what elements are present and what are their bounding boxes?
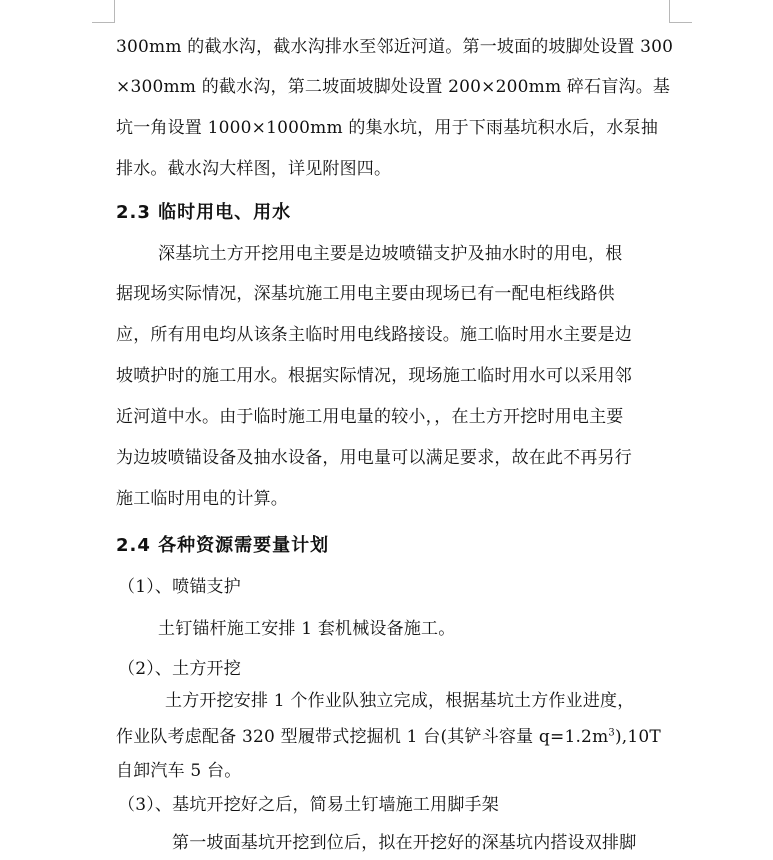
- section-heading-2-3: 2.3 临时用电、用水: [116, 202, 292, 223]
- text-segment: ),10T: [614, 727, 661, 747]
- list-item-text: 土方开挖安排 1 个作业队独立完成，根据基坑土方作业进度，: [165, 691, 635, 711]
- text-segment: 作业队考虑配备 320 型履带式挖掘机 1 台(其铲斗容量 q=1.2m: [116, 727, 609, 747]
- paragraph-line: 据现场实际情况，深基坑施工用电主要由现场已有一配电柜线路供: [116, 284, 615, 304]
- paragraph-line: ×300mm 的截水沟，第二坡面坡脚处设置 200×200mm 碎石盲沟。基: [116, 77, 671, 97]
- section-heading-2-4: 2.4 各种资源需要量计划: [116, 535, 330, 556]
- page-corner-mark-left: [92, 0, 115, 23]
- list-item-title: （2）、土方开挖: [118, 659, 241, 679]
- list-item-text: 第一坡面基坑开挖到位后，拟在开挖好的深基坑内搭设双排脚: [172, 833, 637, 853]
- paragraph-line: 施工临时用电的计算。: [116, 489, 288, 509]
- paragraph-line: 深基坑土方开挖用电主要是边坡喷锚支护及抽水时的用电，根: [158, 244, 623, 264]
- list-item-title: （1）、喷锚支护: [118, 577, 241, 597]
- paragraph-line: 排水。截水沟大样图，详见附图四。: [116, 159, 392, 179]
- page-corner-mark-right: [669, 0, 692, 23]
- paragraph-line: 为边坡喷锚设备及抽水设备，用电量可以满足要求，故在此不再另行: [116, 448, 632, 468]
- list-item-title: （3）、基坑开挖好之后，简易土钉墙施工用脚手架: [118, 795, 499, 815]
- paragraph-line: 坡喷护时的施工用水。根据实际情况，现场施工临时用水可以采用邻: [116, 366, 632, 386]
- list-item-text: 自卸汽车 5 台。: [116, 761, 242, 781]
- paragraph-line: 坑一角设置 1000×1000mm 的集水坑，用于下雨基坑积水后，水泵抽: [116, 118, 659, 138]
- list-item-text: [116, 726, 661, 748]
- paragraph-line: 近河道中水。由于临时施工用电量的较小，，在土方开挖时用电主要: [116, 407, 624, 427]
- paragraph-line: 应，所有用电均从该条主临时用电线路接设。施工临时用水主要是边: [116, 325, 632, 345]
- superscript: 3: [608, 727, 615, 739]
- list-item-text: 土钉锚杆施工安排 1 套机械设备施工。: [158, 619, 456, 639]
- paragraph-line: 300mm 的截水沟，截水沟排水至邻近河道。第一坡面的坡脚处设置 300: [116, 37, 674, 57]
